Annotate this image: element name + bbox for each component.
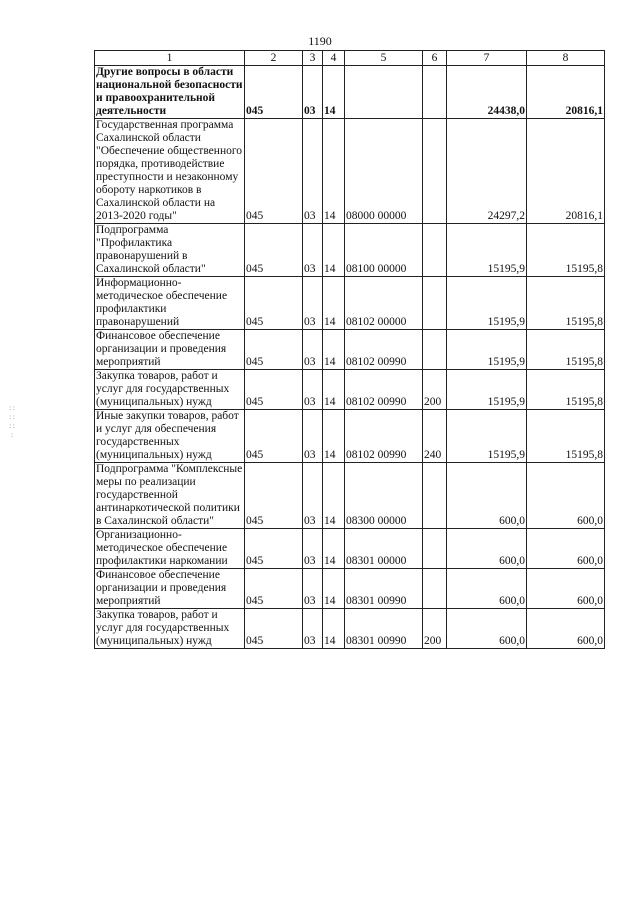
table-row <box>95 609 605 649</box>
section-code-cell: 03 <box>303 463 323 529</box>
target-article-cell: 08100 00000 <box>345 224 423 277</box>
section-code-cell: 03 <box>303 410 323 463</box>
row-name-cell: Финансовое обеспечение организации и проведения мероприятий <box>95 330 245 370</box>
row-name-cell: Иные закупки товаров, работ и услуг для обеспечения государственных (муниципальных) нужд <box>95 410 245 463</box>
expense-type-cell <box>423 529 447 569</box>
table-row <box>95 569 605 609</box>
subsection-code-cell: 14 <box>323 609 345 649</box>
subsection-code-cell: 14 <box>323 66 345 119</box>
row-name-cell: Информационно-методическое обеспечение профилактики правонарушений <box>95 277 245 330</box>
expense-type-cell <box>423 277 447 330</box>
expense-type-cell <box>423 224 447 277</box>
amount-col8-cell: 15195,8 <box>527 330 605 370</box>
column-header: 4 <box>323 51 345 66</box>
row-name-cell: Другие вопросы в области национальной безопасности и правоохранительной деятельности <box>96 66 243 117</box>
expense-type-cell <box>423 330 447 370</box>
ministry-code-cell: 045 <box>245 119 303 224</box>
table-row <box>95 463 605 529</box>
subsection-code-cell: 14 <box>323 119 345 224</box>
amount-col7-cell: 600,0 <box>447 529 527 569</box>
section-code-cell: 03 <box>303 330 323 370</box>
ministry-code-cell: 045 <box>245 330 303 370</box>
amount-col8-cell: 600,0 <box>527 569 605 609</box>
expense-type-cell: 200 <box>423 609 447 649</box>
ministry-code-cell: 045 <box>245 277 303 330</box>
column-header: 5 <box>345 51 423 66</box>
subsection-code-cell: 14 <box>323 529 345 569</box>
expense-type-cell <box>423 463 447 529</box>
target-article-cell: 08301 00990 <box>345 569 423 609</box>
amount-col8-cell: 600,0 <box>527 609 605 649</box>
subsection-code-cell: 14 <box>323 410 345 463</box>
target-article-cell: 08301 00000 <box>345 529 423 569</box>
amount-col8-cell: 20816,1 <box>527 119 605 224</box>
subsection-code-cell: 14 <box>323 330 345 370</box>
row-name-cell: Подпрограмма "Профилактика правонарушений в Сахалинской области" <box>95 224 245 277</box>
table-row <box>95 119 605 224</box>
column-header: 6 <box>423 51 447 66</box>
ministry-code-cell: 045 <box>245 609 303 649</box>
row-name-cell: Организационно-методическое обеспечение профилактики наркомании <box>95 529 245 569</box>
amount-col8-cell: 15195,8 <box>527 277 605 330</box>
section-code-cell: 03 <box>303 569 323 609</box>
ministry-code-cell: 045 <box>245 463 303 529</box>
target-article-cell: 08102 00990 <box>345 410 423 463</box>
target-article-cell: 08000 00000 <box>345 119 423 224</box>
amount-col7-cell: 15195,9 <box>447 410 527 463</box>
ministry-code-cell: 045 <box>245 370 303 410</box>
budget-table <box>94 50 605 649</box>
row-name-cell: Закупка товаров, работ и услуг для государственных (муниципальных) нужд <box>95 609 245 649</box>
table-row <box>95 529 605 569</box>
amount-col7-cell: 600,0 <box>447 463 527 529</box>
ministry-code-cell: 045 <box>245 224 303 277</box>
table-row <box>95 224 605 277</box>
amount-col8-cell: 20816,1 <box>527 66 605 119</box>
table-row <box>95 66 605 119</box>
amount-col8-cell: 15195,8 <box>527 410 605 463</box>
column-header: 8 <box>527 51 605 66</box>
section-code-cell: 03 <box>303 529 323 569</box>
page-number: 1190 <box>308 34 332 48</box>
target-article-cell: 08102 00000 <box>345 277 423 330</box>
target-article-cell: 08301 00990 <box>345 609 423 649</box>
row-name-cell: Подпрограмма "Комплексные меры по реализации государственной антинаркотической политики в Сахалинской области" <box>95 463 245 529</box>
expense-type-cell <box>423 569 447 609</box>
subsection-code-cell: 14 <box>323 569 345 609</box>
column-header: 3 <box>303 51 323 66</box>
amount-col7-cell: 15195,9 <box>447 224 527 277</box>
amount-col7-cell: 15195,9 <box>447 330 527 370</box>
amount-col8-cell: 15195,8 <box>527 370 605 410</box>
amount-col8-cell: 600,0 <box>527 529 605 569</box>
expense-type-cell <box>423 119 447 224</box>
ministry-code-cell: 045 <box>245 529 303 569</box>
subsection-code-cell: 14 <box>323 224 345 277</box>
amount-col7-cell: 24297,2 <box>447 119 527 224</box>
expense-type-cell <box>423 66 447 119</box>
column-header: 1 <box>95 51 245 66</box>
header-row <box>95 51 605 66</box>
subsection-code-cell: 14 <box>323 370 345 410</box>
section-code-cell: 03 <box>303 119 323 224</box>
section-code-cell: 03 <box>303 224 323 277</box>
subsection-code-cell: 14 <box>323 277 345 330</box>
ministry-code-cell: 045 <box>245 66 303 119</box>
column-header: 2 <box>245 51 303 66</box>
table-row <box>95 410 605 463</box>
row-name-cell: Государственная программа Сахалинской области "Обеспечение общественного порядка, противодействие преступности и незаконному обороту наркотиков в Сахалинской области на 2013-2020 годы" <box>95 119 245 224</box>
table-body <box>95 66 605 649</box>
table-row <box>95 330 605 370</box>
margin-marks: : : : : : : : <box>9 404 15 439</box>
row-name-cell: Закупка товаров, работ и услуг для государственных (муниципальных) нужд <box>95 370 245 410</box>
amount-col8-cell: 600,0 <box>527 463 605 529</box>
column-header: 7 <box>447 51 527 66</box>
amount-col7-cell: 24438,0 <box>447 66 527 119</box>
target-article-cell: 08300 00000 <box>345 463 423 529</box>
ministry-code-cell: 045 <box>245 569 303 609</box>
section-code-cell: 03 <box>303 277 323 330</box>
expense-type-cell: 200 <box>423 370 447 410</box>
table-row <box>95 370 605 410</box>
target-article-cell: 08102 00990 <box>345 370 423 410</box>
amount-col7-cell: 15195,9 <box>447 277 527 330</box>
amount-col7-cell: 600,0 <box>447 569 527 609</box>
section-code-cell: 03 <box>303 66 323 119</box>
amount-col8-cell: 15195,8 <box>527 224 605 277</box>
amount-col7-cell: 600,0 <box>447 609 527 649</box>
section-code-cell: 03 <box>303 609 323 649</box>
amount-col7-cell: 15195,9 <box>447 370 527 410</box>
target-article-cell <box>345 66 423 119</box>
row-name-cell: Финансовое обеспечение организации и проведения мероприятий <box>95 569 245 609</box>
ministry-code-cell: 045 <box>245 410 303 463</box>
expense-type-cell: 240 <box>423 410 447 463</box>
table-row <box>95 277 605 330</box>
subsection-code-cell: 14 <box>323 463 345 529</box>
section-code-cell: 03 <box>303 370 323 410</box>
target-article-cell: 08102 00990 <box>345 330 423 370</box>
